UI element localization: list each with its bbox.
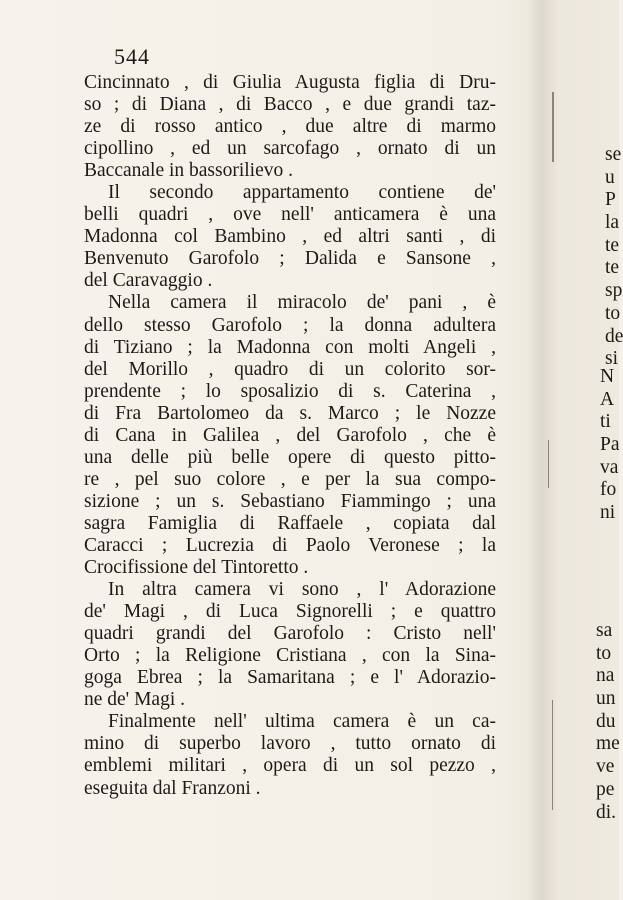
facing-text-fragment: ti — [600, 411, 611, 433]
facing-text-fragment: se — [605, 144, 622, 165]
facing-page-fragment-top — [605, 144, 623, 371]
facing-text-fragment: Pa — [600, 434, 620, 456]
page-edge-mark — [552, 92, 554, 162]
text-line: so ; di Diana , di Bacco , e due grandi taz- — [84, 94, 496, 116]
facing-text-fragment: fo — [600, 479, 617, 501]
facing-text-fragment: u — [605, 166, 615, 188]
facing-text-fragment: te — [605, 257, 620, 279]
text-line: di Fra Bartolomeo da s. Marco ; le Nozze — [84, 402, 496, 424]
paragraph-start-line: In altra camera vi sono , l' Adorazione — [108, 579, 496, 601]
text-line: Orto ; la Religione Cristiana , con la Sina- — [84, 645, 496, 667]
facing-text-fragment: sp — [605, 280, 623, 302]
facing-text-fragment: si — [605, 348, 619, 370]
text-line: Madonna col Bambino , ed altri santi , di — [84, 226, 496, 248]
text-line: belli quadri , ove nell' anticamera è una — [84, 204, 496, 226]
text-line: sagra Famiglia di Raffaele , copiata dal — [84, 512, 496, 534]
paragraph-start-line: Il secondo appartamento contiene de' — [108, 182, 496, 204]
facing-page-fragment-bottom — [596, 620, 620, 824]
text-line: Cincinnato , di Giulia Augusta figlia di Dru- — [84, 72, 496, 93]
text-line: cipollino , ed un sarcofago , ornato di un — [84, 138, 496, 160]
text-line: ze di rosso antico , due altre di marmo — [84, 116, 496, 138]
facing-text-fragment: sa — [596, 620, 613, 641]
text-line: quadri grandi del Garofolo : Cristo nell' — [84, 623, 496, 645]
facing-text-fragment: pe — [596, 778, 615, 800]
facing-text-fragment: ni — [600, 502, 616, 524]
facing-text-fragment: ve — [596, 756, 615, 778]
facing-text-fragment: va — [600, 456, 619, 478]
text-line: dello stesso Garofolo ; la donna adultera — [84, 314, 496, 336]
text-line: mino di superbo lavoro , tutto ornato di — [84, 733, 496, 755]
facing-text-fragment: N — [600, 366, 615, 387]
text-line: prendente ; lo sposalizio di s. Caterina , — [84, 380, 496, 402]
text-line: eseguita dal Franzoni . — [84, 777, 261, 799]
text-line: re , pel suo colore , e per la sua compo- — [84, 468, 496, 490]
text-line: del Caravaggio . — [84, 270, 213, 292]
text-line: di Tiziano ; la Madonna con molti Angeli , — [84, 336, 496, 358]
facing-text-fragment: A — [600, 388, 615, 410]
text-line: Baccanale in bassorilievo . — [84, 160, 294, 182]
facing-text-fragment: P — [605, 189, 616, 211]
text-line: goga Ebrea ; la Samaritana ; e l' Adorazio- — [84, 667, 496, 689]
facing-text-fragment: du — [596, 710, 616, 732]
text-line: di Cana in Galilea , del Garofolo , che è — [84, 424, 496, 446]
facing-page-fragment-middle — [600, 366, 620, 525]
text-line: sizione ; un s. Sebastiano Fiammingo ; una — [84, 490, 496, 512]
text-line: Crocifissione del Tintoretto . — [84, 557, 309, 579]
facing-text-fragment: la — [605, 212, 620, 234]
page-edge-mark — [548, 440, 549, 488]
text-line: del Morillo , quadro di un colorito sor- — [84, 358, 496, 380]
page-edge-mark — [552, 700, 553, 810]
paragraph-start-line: Finalmente nell' ultima camera è un ca- — [108, 711, 496, 733]
text-line: emblemi militari , opera di un sol pezzo , — [84, 755, 496, 777]
paragraph-start-line: Nella camera il miracolo de' pani , è — [108, 292, 496, 314]
text-line: Caracci ; Lucrezia di Paolo Veronese ; la — [84, 534, 496, 556]
facing-text-fragment: na — [596, 665, 615, 687]
text-line: Benvenuto Garofolo ; Dalida e Sansone , — [84, 248, 496, 270]
facing-text-fragment: to — [605, 302, 621, 324]
text-line: ne de' Magi . — [84, 689, 185, 711]
text-line: de' Magi , di Luca Signorelli ; e quattro — [84, 601, 496, 623]
facing-text-fragment: te — [605, 234, 620, 256]
facing-text-fragment: to — [596, 642, 612, 664]
text-line: una delle più belle opere di questo pitto- — [84, 446, 496, 468]
facing-text-fragment: de — [605, 325, 623, 347]
main-text-block — [84, 72, 496, 800]
facing-text-fragment: me — [596, 733, 620, 755]
page-number: 544 — [114, 44, 150, 69]
facing-text-fragment: un — [596, 688, 616, 710]
facing-text-fragment: di. — [596, 801, 617, 823]
